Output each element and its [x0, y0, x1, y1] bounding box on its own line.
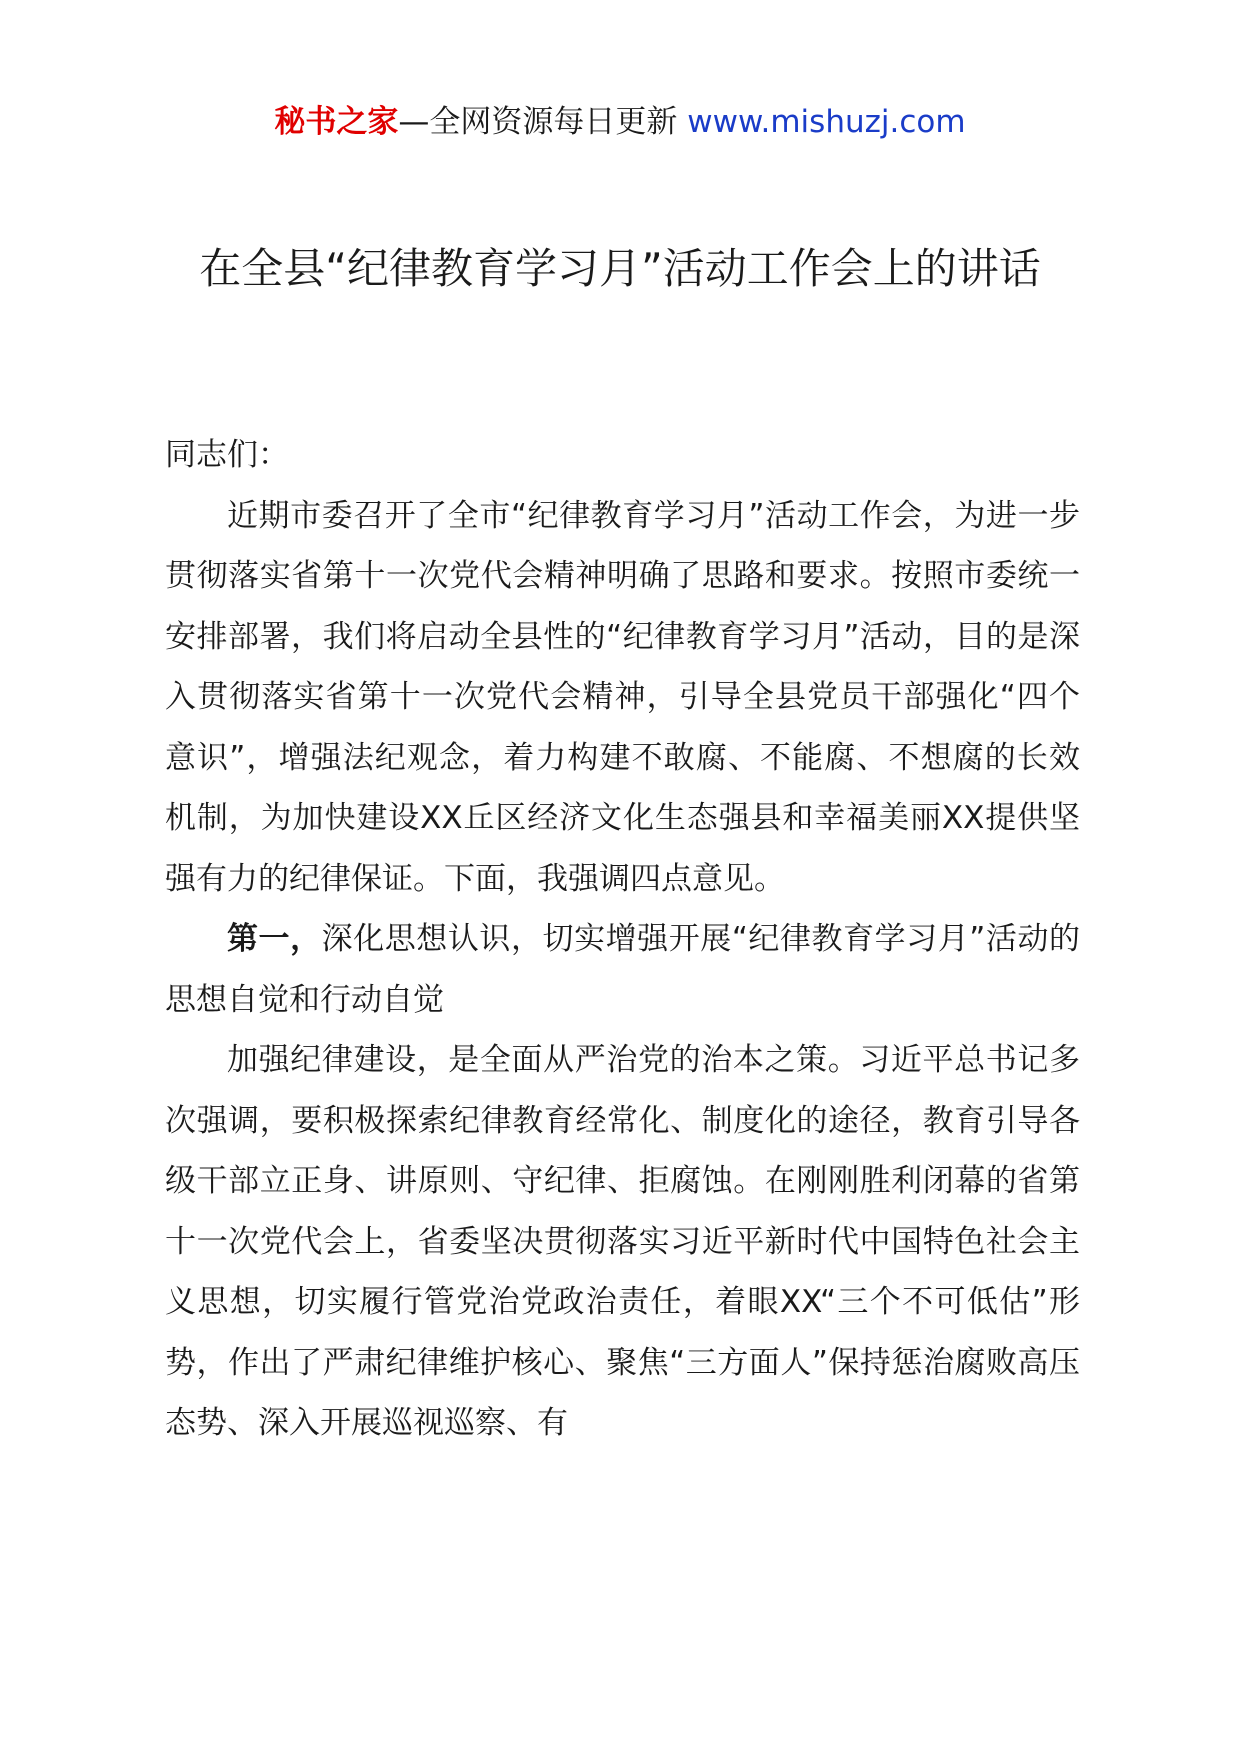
brand-name: 秘书之家	[274, 104, 399, 140]
page-header	[0, 100, 1240, 144]
salutation: 同志们：	[165, 437, 289, 473]
document-body	[165, 425, 1080, 1454]
section-heading	[165, 909, 1080, 1030]
paragraph-intro: 近期市委召开了全市“纪律教育学习月”活动工作会，为进一步贯彻落实省第十一次党代会精神明确了思路和要求。按照市委统一安排部署，我们将启动全县性的“纪律教育学习月”活动，目的是深入贯彻落实省第十一次党代会精神，引导全县党员干部强化“四个意识”，增强法纪观念，着力构建不敢腐、不能腐、不想腐的长效机制，为加快建设XX丘区经济文化生态强县和幸福美丽XX提供坚强有力的纪律保证。下面，我强调四点意见。	[165, 497, 1080, 897]
paragraph-discipline: 加强纪律建设，是全面从严治党的治本之策。习近平总书记多次强调，要积极探索纪律教育经常化、制度化的途径，教育引导各级干部立正身、讲原则、守纪律、拒腐蚀。在刚刚胜利闭幕的省第十一次党代会上，省委坚决贯彻落实习近平新时代中国特色社会主义思想，切实履行管党治党政治责任，着眼XX“三个不可低估”形势，作出了严肃纪律维护核心、聚焦“三方面人”保持惩治腐败高压态势、深入开展巡视巡察、有	[165, 1042, 1080, 1441]
document-title: 在全县“纪律教育学习月”活动工作会上的讲话	[199, 244, 1041, 293]
header-url-link[interactable]: www.mishuzj.com	[687, 104, 966, 140]
section-heading-lead: 第一，	[227, 921, 322, 957]
header-tagline: —全网资源每日更新	[398, 104, 678, 140]
section-heading-text: 深化思想认识，切实增强开展“纪律教育学习月”活动的思想自觉和行动自觉	[165, 921, 1080, 1018]
